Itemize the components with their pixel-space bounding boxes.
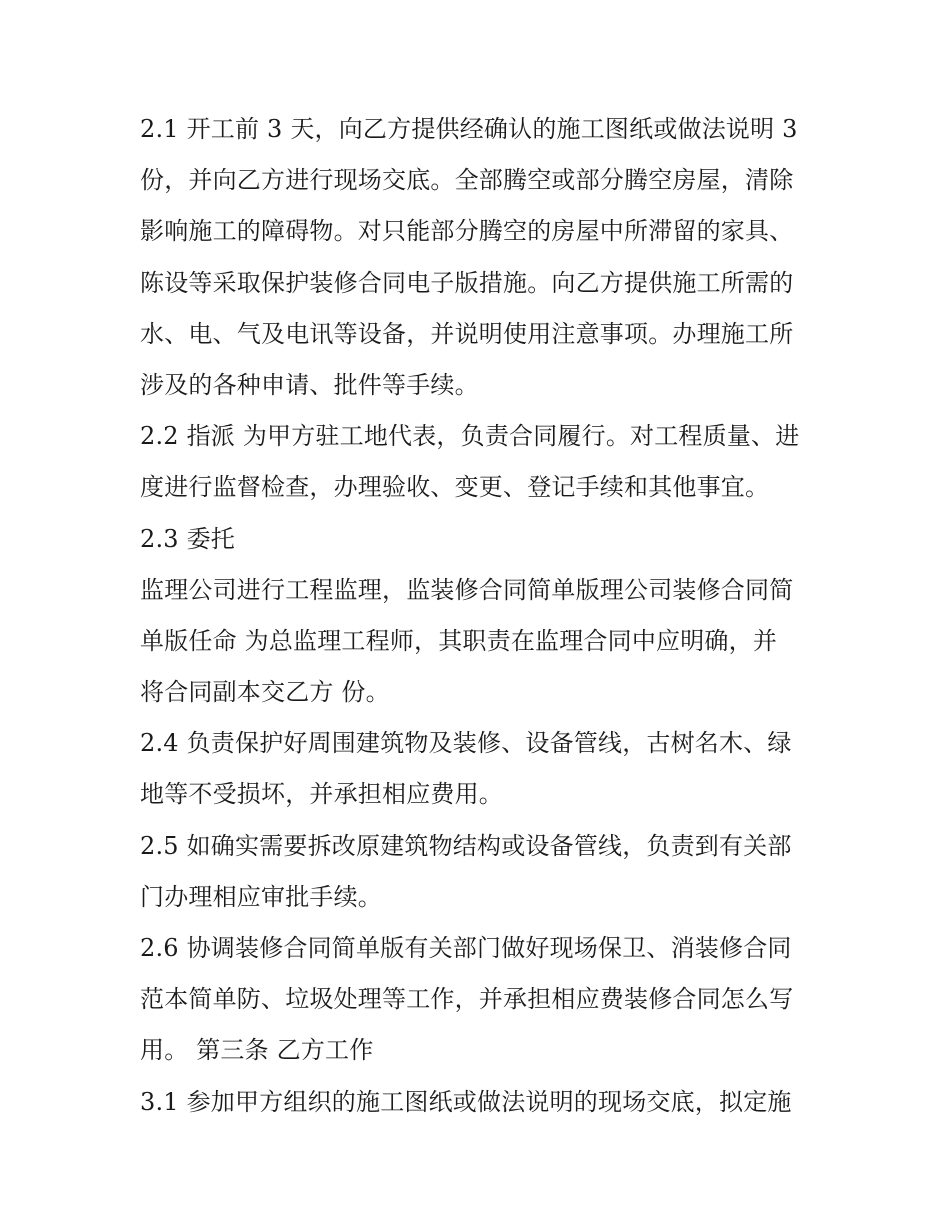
text-line: 地等不受损坏，并承担相应费用。 bbox=[140, 780, 503, 809]
text-line: 2.1 开工前 3 天，向乙方提供经确认的施工图纸或做法说明 3 bbox=[140, 115, 798, 143]
text-line: 2.6 协调装修合同简单版有关部门做好现场保卫、消装修合同 bbox=[140, 934, 792, 962]
text-line: 影响施工的障碍物。对只能部分腾空的房屋中所滞留的家具、 bbox=[140, 217, 794, 246]
text-line: 2.2 指派 为甲方驻工地代表，负责合同履行。对工程质量、进 bbox=[140, 422, 800, 451]
text-line: 份，并向乙方进行现场交底。全部腾空或部分腾空房屋，清除 bbox=[140, 166, 794, 195]
text-line: 单版任命 为总监理工程师，其职责在监理合同中应明确，并 bbox=[140, 626, 778, 655]
text-line: 2.3 委托 bbox=[140, 524, 235, 553]
text-line: 2.5 如确实需要拆改原建筑物结构或设备管线，负责到有关部 bbox=[140, 831, 792, 860]
text-line: 度进行监督检查，办理验收、变更、登记手续和其他事宜。 bbox=[140, 473, 770, 502]
text-line: 用。 第三条 乙方工作 bbox=[140, 1036, 374, 1065]
text-line: 范本简单防、垃圾处理等工作，并承担相应费装修合同怎么写 bbox=[140, 985, 794, 1014]
text-line: 水、电、气及电讯等设备，并说明使用注意事项。办理施工所 bbox=[140, 319, 794, 348]
text-line: 涉及的各种申请、批件等手续。 bbox=[140, 370, 479, 399]
text-line: 3.1 参加甲方组织的施工图纸或做法说明的现场交底，拟定施 bbox=[140, 1087, 792, 1116]
text-line: 2.4 负责保护好周围建筑物及装修、设备管线，古树名木、绿 bbox=[140, 729, 792, 758]
document-body bbox=[140, 104, 820, 1128]
text-line: 监理公司进行工程监理，监装修合同简单版理公司装修合同简 bbox=[140, 575, 794, 604]
text-line: 门办理相应审批手续。 bbox=[140, 882, 382, 911]
text-line: 陈设等采取保护装修合同电子版措施。向乙方提供施工所需的 bbox=[140, 268, 794, 297]
text-line: 将合同副本交乙方 份。 bbox=[140, 678, 390, 707]
